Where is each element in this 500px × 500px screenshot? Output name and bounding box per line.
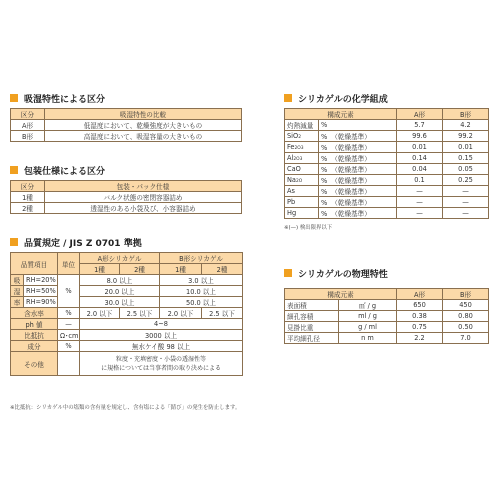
- table-cell: A形: [11, 120, 45, 131]
- table-cell: 無水ケイ酸 98 以上: [80, 341, 243, 352]
- table-cell: 0.01: [443, 142, 489, 153]
- property-name: 表面積: [285, 300, 339, 311]
- element-symbol: 灼熱減量: [287, 122, 314, 130]
- table-row: [285, 153, 489, 164]
- unit-text: %: [321, 210, 328, 218]
- row-label: その他: [11, 352, 58, 376]
- table-cell: バルク状態の密閉容器詰め: [45, 192, 242, 203]
- basis-cell: [319, 186, 397, 197]
- other-line-2: に規格については当事者間の取り決めによる: [101, 364, 221, 372]
- table-cell: 0.04: [397, 164, 443, 175]
- table-cell: 2.2: [397, 333, 443, 344]
- unit-cell: g / ml: [339, 322, 397, 333]
- packaging-table: [10, 180, 242, 214]
- section-marker-icon: [10, 94, 18, 102]
- quality-type-header: 1種: [80, 264, 120, 275]
- quality-type-header: 2種: [120, 264, 160, 275]
- table-cell: 30.0 以上: [80, 297, 160, 308]
- row-label: ph 値: [11, 319, 58, 330]
- unit-text: %: [321, 199, 328, 207]
- table-cell: 2.5 以下: [120, 308, 160, 319]
- unit-text: %: [321, 155, 328, 163]
- basis-cell: [319, 197, 397, 208]
- basis-text: （乾燥基準）: [331, 166, 371, 174]
- chem-section: [284, 91, 494, 231]
- row-label: 比抵抗: [11, 330, 58, 341]
- quality-heading: [10, 235, 260, 249]
- phys-heading: [284, 266, 494, 280]
- table-cell: 0.80: [443, 311, 489, 322]
- phys-header-cell: A形: [397, 289, 443, 300]
- table-cell: [58, 352, 80, 376]
- basis-cell: [319, 208, 397, 219]
- quality-type-header: 2種: [202, 264, 243, 275]
- packaging-section: [10, 163, 250, 214]
- quality-b-header: B形シリカゲル: [160, 253, 243, 264]
- table-cell: [80, 352, 243, 376]
- basis-cell: [319, 142, 397, 153]
- element-subscript: 2O: [295, 179, 303, 184]
- table-cell: Ω･cm: [58, 330, 80, 341]
- table-cell: %: [58, 275, 80, 308]
- table-cell: 高湿度において、吸湿容量の大きいもの: [45, 131, 242, 142]
- table-cell: 0.50: [443, 322, 489, 333]
- table-cell: 2.0 以下: [160, 308, 202, 319]
- chem-note: ※(—) 検出限界以下: [284, 225, 333, 231]
- element-symbol: CaO: [287, 165, 301, 173]
- element-subscript: 2O3: [294, 146, 304, 151]
- unit-cell: ㎡ / g: [339, 300, 397, 311]
- table-cell: 0.75: [397, 322, 443, 333]
- packaging-header-cell: 区分: [11, 181, 45, 192]
- table-cell: —: [443, 186, 489, 197]
- element-name: [285, 186, 319, 197]
- table-row: [11, 319, 243, 330]
- basis-text: （乾燥基準）: [331, 133, 371, 141]
- packaging-header-cell: 包装・パック仕様: [45, 181, 242, 192]
- table-cell: B形: [11, 131, 45, 142]
- absorb-header-cell: 区分: [11, 109, 45, 120]
- absorb-heading: [10, 91, 250, 105]
- chem-heading: [284, 91, 494, 105]
- absorb-rate-label: 湿: [11, 286, 24, 297]
- table-row: [285, 120, 489, 131]
- unit-cell: ml / g: [339, 311, 397, 322]
- table-cell: —: [443, 208, 489, 219]
- table-row: [285, 131, 489, 142]
- element-name: [285, 208, 319, 219]
- quality-a-header: A形シリカゲル: [80, 253, 160, 264]
- table-cell: 99.2: [443, 131, 489, 142]
- unit-text: %: [321, 144, 328, 152]
- absorb-section: [10, 91, 250, 142]
- basis-text: （乾燥基準）: [331, 188, 371, 196]
- unit-text: %: [321, 166, 328, 174]
- element-symbol: SiO: [287, 132, 299, 140]
- table-row: [285, 333, 489, 344]
- table-cell: 透湿性のある小袋及び、小容器詰め: [45, 203, 242, 214]
- chem-header-cell: A形: [397, 109, 443, 120]
- element-symbol: Al: [287, 154, 294, 162]
- footnote: ※比抵抗：シリカゲル中の塩類の含有量を規定し、含有塩による「錆び」の発生を防止します。: [10, 405, 241, 411]
- table-cell: 0.1: [397, 175, 443, 186]
- table-cell: RH=90%: [24, 297, 58, 308]
- chem-header-cell: 構成元素: [285, 109, 397, 120]
- basis-text: （乾燥基準）: [331, 155, 371, 163]
- table-cell: 3.0 以上: [160, 275, 243, 286]
- chem-table: [284, 108, 489, 219]
- unit-cell: n m: [339, 333, 397, 344]
- section-marker-icon: [10, 166, 18, 174]
- table-cell: —: [397, 197, 443, 208]
- unit-text: %: [321, 177, 328, 185]
- table-row: [285, 186, 489, 197]
- table-cell: RH=50%: [24, 286, 58, 297]
- table-cell: %: [58, 341, 80, 352]
- property-name: 見掛比重: [285, 322, 339, 333]
- table-cell: 0.14: [397, 153, 443, 164]
- table-cell: 2.0 以下: [80, 308, 120, 319]
- table-row: [11, 192, 242, 203]
- phys-header-cell: B形: [443, 289, 489, 300]
- unit-text: %: [321, 121, 328, 129]
- section-marker-icon: [284, 94, 292, 102]
- table-cell: 2種: [11, 203, 45, 214]
- chem-header-cell: B形: [443, 109, 489, 120]
- table-cell: 7.0: [443, 333, 489, 344]
- table-row: [11, 297, 243, 308]
- table-cell: 5.7: [397, 120, 443, 131]
- table-cell: %: [58, 308, 80, 319]
- table-row: [285, 164, 489, 175]
- other-line-1: 粒度・充填密度・小袋の透湿性等: [116, 355, 207, 363]
- table-cell: 99.6: [397, 131, 443, 142]
- table-row: [11, 286, 243, 297]
- element-name: [285, 197, 319, 208]
- table-row: [11, 275, 243, 286]
- table-cell: 650: [397, 300, 443, 311]
- element-name: [285, 175, 319, 186]
- phys-title: シリカゲルの物理特性: [298, 269, 388, 280]
- absorb-rate-label: 吸: [11, 275, 24, 286]
- basis-text: （乾燥基準）: [331, 210, 371, 218]
- table-row: [285, 300, 489, 311]
- row-label: 成分: [11, 341, 58, 352]
- property-name: 平均細孔径: [285, 333, 339, 344]
- phys-table: [284, 288, 489, 344]
- table-cell: 2.5 以下: [202, 308, 243, 319]
- unit-text: %: [321, 188, 328, 196]
- table-cell: 3000 以上: [80, 330, 243, 341]
- element-name: [285, 153, 319, 164]
- table-row: [285, 197, 489, 208]
- table-cell: 0.05: [443, 164, 489, 175]
- table-cell: 1種: [11, 192, 45, 203]
- quality-item-header: 品質項目: [11, 253, 58, 275]
- table-cell: —: [443, 197, 489, 208]
- quality-table: [10, 252, 243, 376]
- basis-text: （乾燥基準）: [331, 199, 371, 207]
- quality-section: [10, 235, 260, 376]
- basis-text: （乾燥基準）: [331, 144, 371, 152]
- table-cell: 450: [443, 300, 489, 311]
- table-row: [11, 330, 243, 341]
- table-cell: 10.0 以上: [160, 286, 243, 297]
- table-cell: 8.0 以上: [80, 275, 160, 286]
- table-cell: —: [397, 208, 443, 219]
- table-cell: 50.0 以上: [160, 297, 243, 308]
- table-cell: 20.0 以上: [80, 286, 160, 297]
- element-name: [285, 142, 319, 153]
- element-name: [285, 131, 319, 142]
- section-marker-icon: [10, 238, 18, 246]
- table-cell: 0.01: [397, 142, 443, 153]
- absorb-table: [10, 108, 242, 142]
- element-symbol: Fe: [287, 143, 295, 151]
- table-cell: 0.15: [443, 153, 489, 164]
- chem-title: シリカゲルの化学組成: [298, 94, 388, 105]
- absorb-header-cell: 吸湿特性の比較: [45, 109, 242, 120]
- element-symbol: Pb: [287, 198, 296, 206]
- table-row: [285, 311, 489, 322]
- table-row: [11, 352, 243, 376]
- quality-type-header: 1種: [160, 264, 202, 275]
- element-symbol: Na: [287, 176, 296, 184]
- basis-cell: [319, 175, 397, 186]
- quality-unit-header: 単位: [58, 253, 80, 275]
- element-name: [285, 164, 319, 175]
- table-row: [11, 203, 242, 214]
- phys-header-cell: 構成元素: [285, 289, 397, 300]
- table-cell: 0.38: [397, 311, 443, 322]
- section-marker-icon: [284, 269, 292, 277]
- table-cell: RH=20%: [24, 275, 58, 286]
- table-row: [285, 322, 489, 333]
- table-row: [285, 175, 489, 186]
- table-cell: 低湿度において、乾燥強度が大きいもの: [45, 120, 242, 131]
- table-row: [285, 142, 489, 153]
- basis-cell: [319, 131, 397, 142]
- row-label: 含水率: [11, 308, 58, 319]
- basis-cell: [319, 153, 397, 164]
- packaging-heading: [10, 163, 250, 177]
- table-cell: —: [58, 319, 80, 330]
- unit-text: %: [321, 133, 328, 141]
- element-subscript: 2O3: [293, 157, 303, 162]
- table-cell: 4~8: [80, 319, 243, 330]
- element-subscript: 2: [298, 135, 302, 140]
- absorb-rate-label: 率: [11, 297, 24, 308]
- table-cell: 0.25: [443, 175, 489, 186]
- phys-section: [284, 266, 494, 344]
- basis-text: （乾燥基準）: [331, 177, 371, 185]
- basis-cell: [319, 120, 397, 131]
- table-row: [11, 120, 242, 131]
- packaging-title: 包装仕様による区分: [24, 166, 106, 177]
- table-row: [285, 208, 489, 219]
- element-symbol: As: [287, 187, 295, 195]
- element-name: [285, 120, 319, 131]
- element-symbol: Hg: [287, 209, 297, 217]
- table-row: [11, 131, 242, 142]
- table-cell: 4.2: [443, 120, 489, 131]
- absorb-title: 吸湿特性による区分: [24, 94, 106, 105]
- table-row: [11, 341, 243, 352]
- table-cell: —: [397, 186, 443, 197]
- property-name: 細孔容積: [285, 311, 339, 322]
- basis-cell: [319, 164, 397, 175]
- table-row: [11, 308, 243, 319]
- quality-title: 品質規定 / JIS Z 0701 準拠: [24, 238, 142, 249]
